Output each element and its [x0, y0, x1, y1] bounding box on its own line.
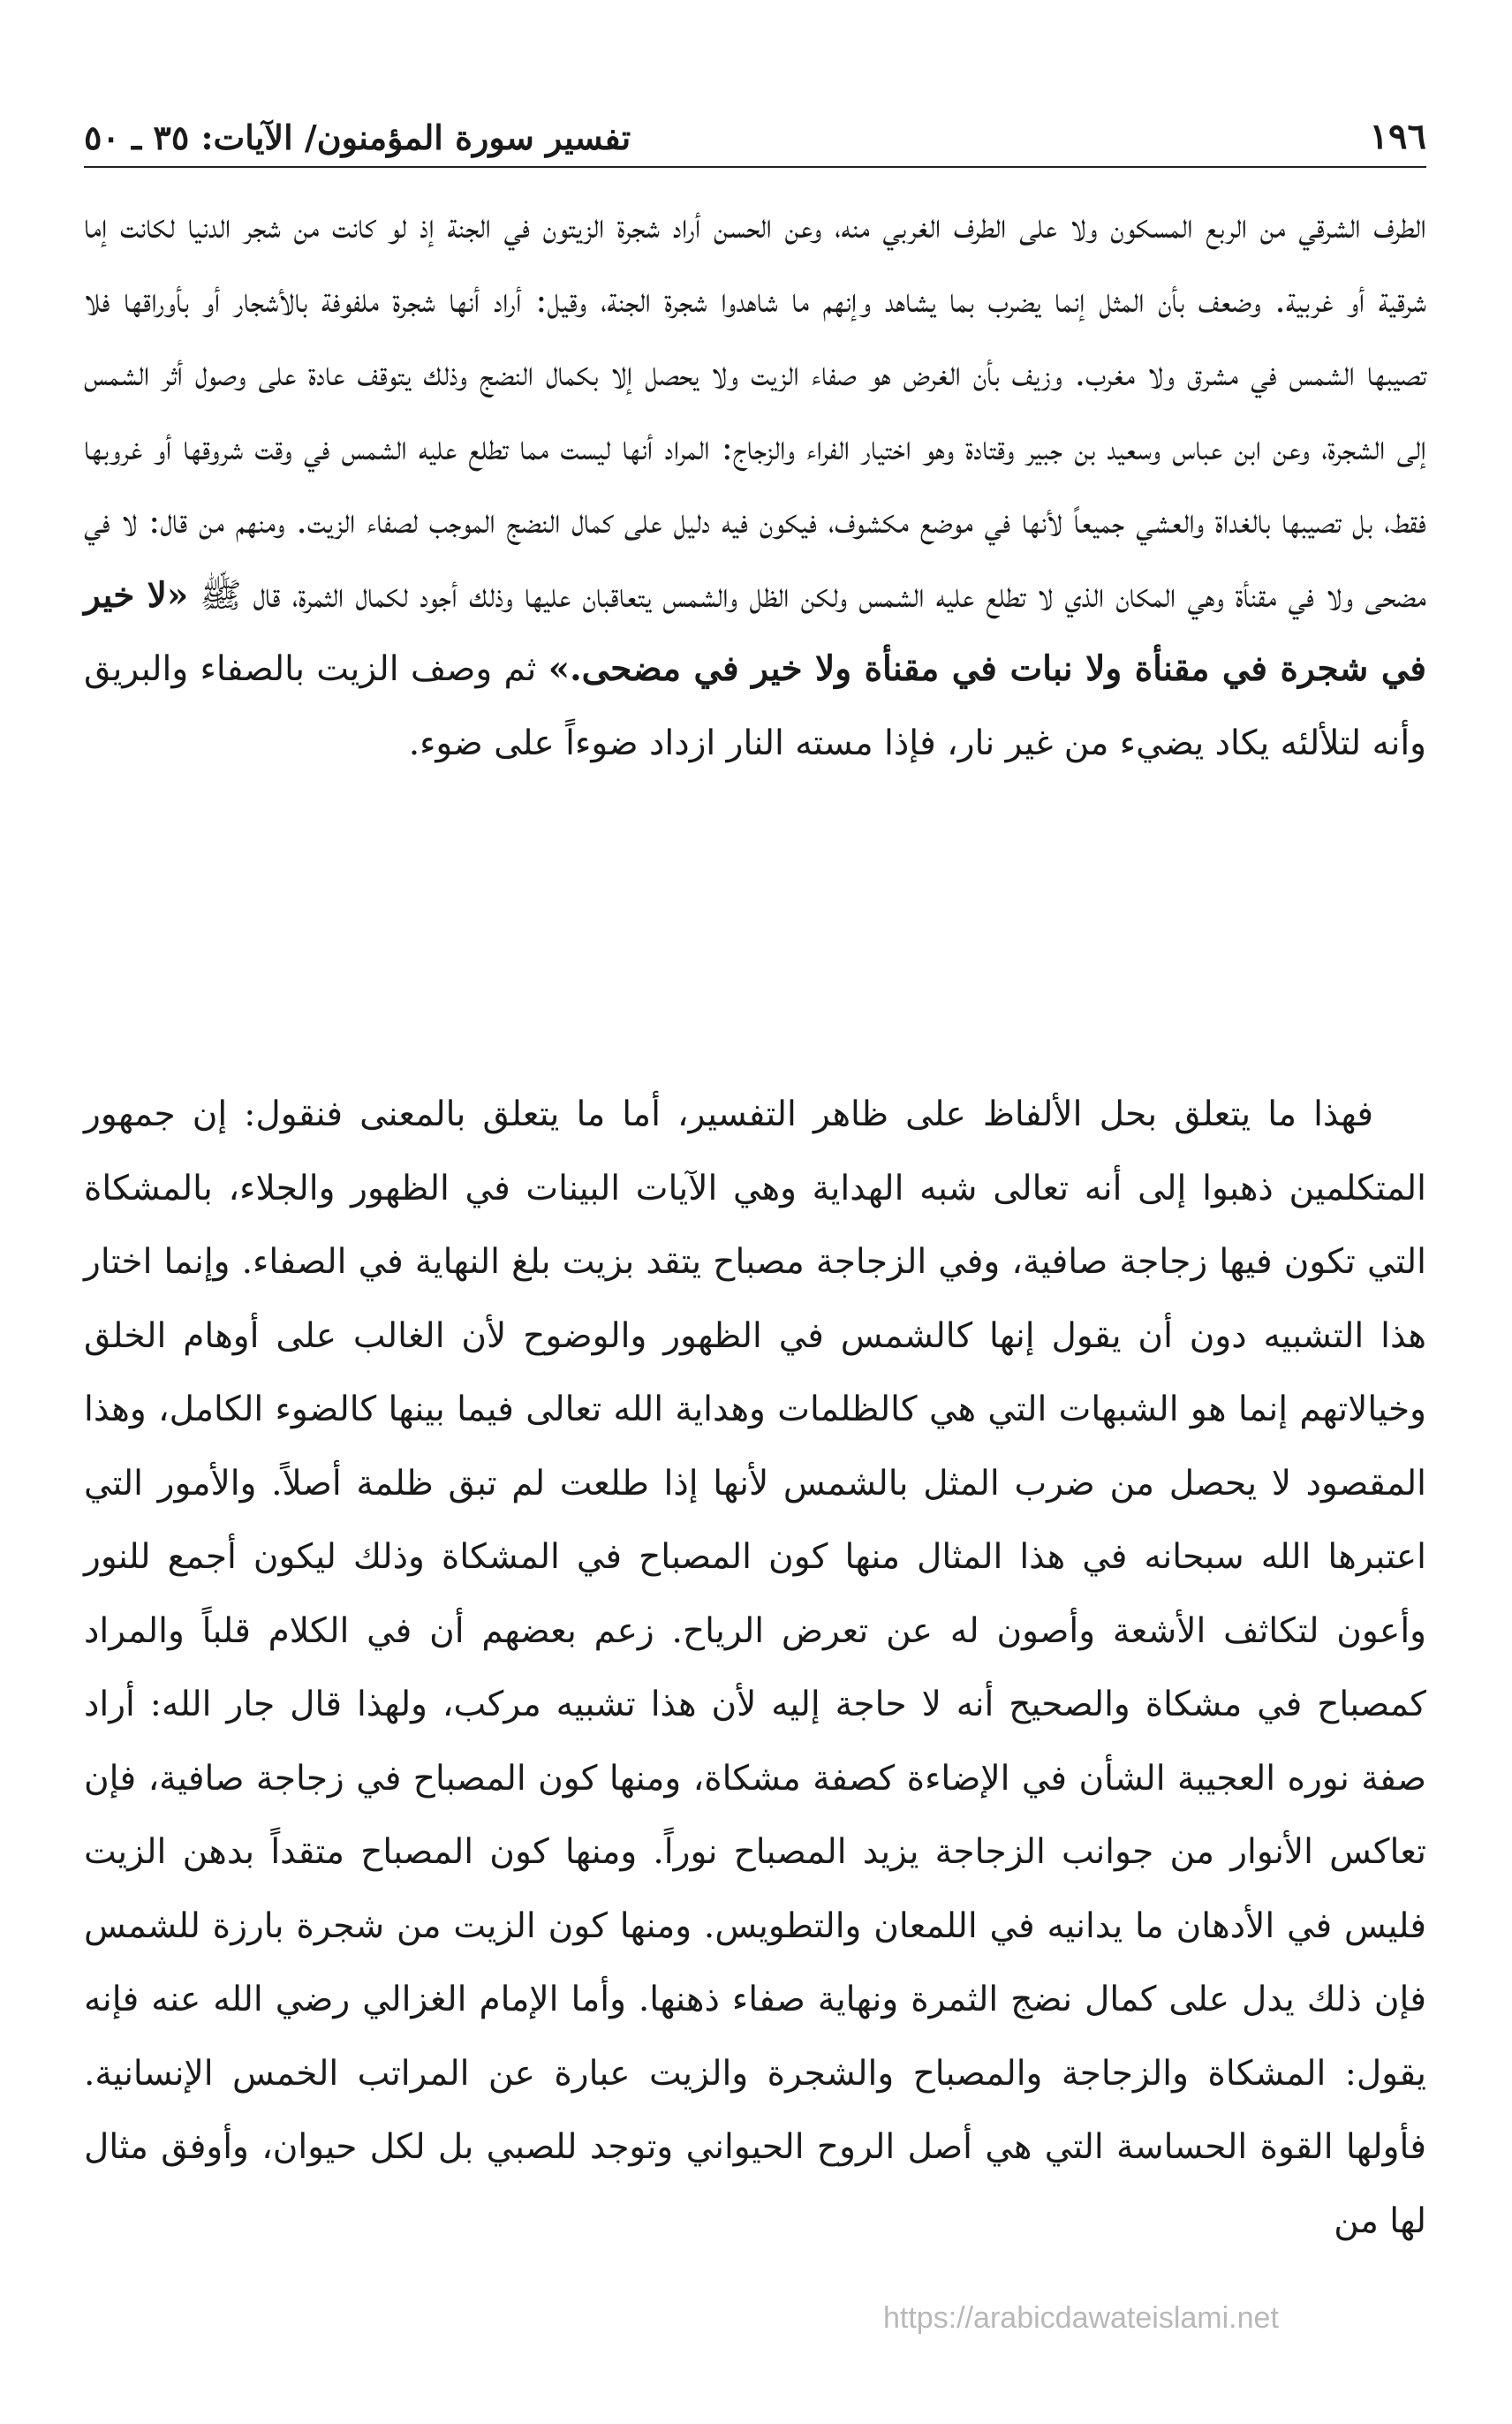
paragraph-1-part-2: ثم وصف الزيت بالصفاء والبريق وأنه لتلألئه يكاد يضيء من غير نار، فإذا مسته النار ازداد ضوءاً على ضوء. [84, 649, 1426, 763]
paragraph-1-text [84, 190, 1426, 780]
watermark-url: https://arabicdawateislami.net [883, 2301, 1279, 2335]
hadith-quote: «لا خير في شجرة في مقنأة ولا نبات في مقنأة ولا خير في مضحى.» [84, 574, 1426, 689]
page-number: ١٩٦ [1369, 116, 1426, 157]
paragraph-1-part-1: الطرف الشرقي من الربع المسكون ولا على الطرف الغربي منه، وعن الحسن أراد شجرة الزيتون في الجنة إذ لو كانت من شجر الدنيا لكانت إما شرقية أو غربية. وضعف بأن المثل إنما يضرب بما يشاهد وإنهم ما شاهدوا شجرة الجنة، وقيل: أراد أنها شجرة ملفوفة بالأشجار أو بأوراقها فلا تصيبها الشمس في مشرق ولا مغرب. وزيف بأن الغرض هو صفاء الزيت ولا يحصل إلا بكمال النضج وذلك يتوقف عادة على وصول أثر الشمس إلى الشجرة، وعن ابن عباس وسعيد بن جبير وقتادة وهو اختيار الفراء والزجاج: المراد أنها ليست مما تطلع عليه الشمس في وقت شروقها أو غروبها فقط، بل تصيبها بالغداة والعشي جميعاً لأنها في موضع مكشوف، فيكون فيه دليل على كمال النضج الموجب لصفاء الزيت. ومنهم من قال: لا في مضحى ولا في مقنأة وهي المكان الذي لا تطلع عليه الشمس ولكن الظل والشمس يتعاقبان عليها وذلك أجود لكمال الثمرة، قال ﷺ [84, 207, 1426, 616]
paragraph-2 [84, 1078, 1426, 2258]
header-divider [84, 166, 1426, 168]
paragraph-1 [84, 190, 1426, 780]
running-title: تفسير سورة المؤمنون/ الآيات: ٣٥ ـ ٥٠ [84, 117, 631, 157]
paragraph-2-text: فهذا ما يتعلق بحل الألفاظ على ظاهر التفسير، أما ما يتعلق بالمعنى فنقول: إن جمهور المتكلمين ذهبوا إلى أنه تعالى شبه الهداية وهي الآيات البينات في الظهور والجلاء، بالمشكاة التي تكون فيها زجاجة صافية، وفي الزجاجة مصباح يتقد بزيت بلغ النهاية في الصفاء. وإنما اختار هذا التشبيه دون أن يقول إنها كالشمس في الظهور والوضوح لأن الغالب على أوهام الخلق وخيالاتهم إنما هو الشبهات التي هي كالظلمات وهداية الله تعالى فيما بينها كالضوء الكامل، وهذا المقصود لا يحصل من ضرب المثل بالشمس لأنها إذا طلعت لم تبق ظلمة أصلاً. والأمور التي اعتبرها الله سبحانه في هذا المثال منها كون المصباح في المشكاة وذلك ليكون أجمع للنور وأعون لتكاثف الأشعة وأصون له عن تعرض الرياح. زعم بعضهم أن في الكلام قلباً والمراد كمصباح في مشكاة والصحيح أنه لا حاجة إليه لأن هذا تشبيه مركب، ولهذا قال جار الله: أراد صفة نوره العجيبة الشأن في الإضاءة كصفة مشكاة، ومنها كون المصباح في زجاجة صافية، فإن تعاكس الأنوار من جوانب الزجاجة يزيد المصباح نوراً. ومنها كون المصباح متقداً بدهن الزيت فليس في الأدهان ما يدانيه في اللمعان والتطويس. ومنها كون الزيت من شجرة بارزة للشمس فإن ذلك يدل على كمال نضج الثمرة ونهاية صفاء ذهنها. وأما الإمام الغزالي رضي الله عنه فإنه يقول: المشكاة والزجاجة والمصباح والشجرة والزيت عبارة عن المراتب الخمس الإنسانية. فأولها القوة الحساسة التي هي أصل الروح الحيواني وتوجد للصبي بل لكل حيوان، وأوفق مثال لها من [84, 1095, 1426, 2241]
page-header [84, 93, 1426, 155]
